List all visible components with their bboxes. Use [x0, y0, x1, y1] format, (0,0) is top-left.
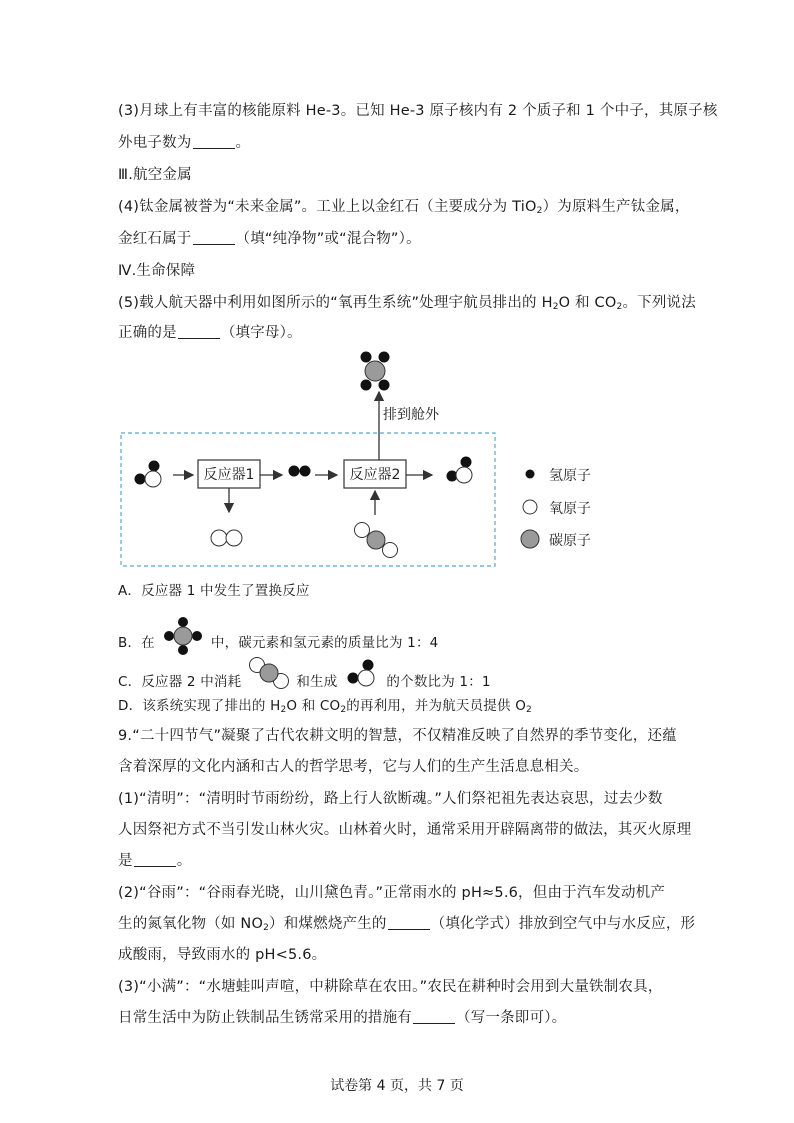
water-molecule-icon [447, 457, 473, 484]
reactor-2-label: 反应器2 [349, 467, 401, 483]
hydrogen-atom-icon [526, 470, 535, 479]
oxygen-molecule-icon [211, 530, 242, 546]
q9-intro-line1: 9.“二十四节气”凝聚了古代农耕文明的智慧，不仅精准反映了自然界的季节变化，还蕴 [118, 728, 677, 744]
q8-part5-line1: (5)载人航天器中利用如图所示的“氧再生系统”处理宇航员排出的 $H_2O$ 和 $CO_2$。下列说法 [118, 295, 696, 312]
option-b: B．在 中，碳元素和氢元素的质量比为 1：4 [118, 630, 438, 656]
q9-part3-line1: (3)“小满”：“水塘蛙叫声喧，中耕除草在农田。”农民在耕种时会用到大量铁制农具， [118, 979, 663, 995]
q9-part1-line3: 是 。 [118, 853, 192, 869]
reactor-1-label: 反应器1 [203, 467, 255, 483]
q9-part2-line3: 成酸雨，导致雨水的 pH<5.6。 [118, 947, 327, 963]
q9-part1-line2: 人因祭祀方式不当引发山林火灾。山林着火时，通常采用开辟隔离带的做法，其灭火原理 [118, 822, 692, 838]
q9-part3-line2: 日常生活中为防止铁制品生锈常采用的措施有 （写一条即可）。 [118, 1010, 567, 1026]
page-footer: 试卷第 4 页，共 7 页 [330, 1078, 464, 1094]
carbon-atom-icon [521, 530, 539, 548]
q8-part4-line2: 金红石属于 （填“纯净物”或“混合物”）。 [118, 231, 421, 247]
section-title-aviation-metal: Ⅲ.航空金属 [118, 167, 192, 183]
methane-molecule-icon [361, 352, 390, 391]
q9-part2-line1: (2)“谷雨”：“谷雨春光晓，山川黛色青。”正常雨水的 pH≈5.6，但由于汽车发动机产 [118, 885, 666, 901]
water-molecule-icon [344, 658, 380, 690]
legend-carbon: 碳原子 [549, 533, 591, 549]
system-boundary [121, 433, 495, 566]
exhaust-label: 排到舱外 [383, 407, 439, 423]
carbon-dioxide-molecule-icon [248, 656, 290, 690]
answer-blank[interactable] [388, 915, 430, 930]
answer-blank[interactable] [413, 1009, 455, 1024]
option-c: C．反应器 2 中消耗 和生成 的个数比为 1：1 [118, 672, 491, 692]
section-title-life-support: Ⅳ.生命保障 [118, 263, 196, 279]
hydrogen-molecule-icon [289, 466, 311, 477]
q9-intro-line2: 含着深厚的文化内涵和古人的哲学思考，它与人们的生产生活息息相关。 [118, 759, 589, 775]
water-molecule-icon [135, 461, 162, 488]
option-a: A．反应器 1 中发生了置换反应 [118, 583, 310, 599]
q8-part3-line1: (3)月球上有丰富的核能原料 He-3。已知 He-3 原子核内有 2 个质子和 1 个中子，其原子核 [118, 103, 718, 119]
q9-part2-line2: 生的氮氧化物（如 $NO_2$）和煤燃烧产生的 （填化学式）排放到空气中与水反应，形 [118, 916, 696, 933]
q9-part1-line1: (1)“清明”：“清明时节雨纷纷，路上行人欲断魂。”人们祭祀祖先表达哀思，过去少数 [118, 791, 663, 807]
legend-hydrogen: 氢原子 [549, 468, 591, 484]
legend-oxygen: 氧原子 [549, 501, 591, 517]
q8-part4-line1: (4)钛金属被誉为“未来金属”。工业上以金红石（主要成分为 TiO$_2$）为原料生产钛金属， [118, 199, 690, 216]
q8-part3-line2: 外电子数为 。 [118, 135, 251, 151]
oxygen-atom-icon [523, 500, 537, 514]
methane-molecule-icon [163, 616, 203, 656]
option-d: D．该系统实现了排出的 $H_2O$ 和 $CO_2$的再利用，并为航天员提供 $O_2$ [118, 698, 532, 715]
answer-blank[interactable] [134, 852, 176, 867]
carbon-dioxide-molecule-icon [355, 523, 398, 558]
q8-part5-line2: 正确的是 （填字母）。 [118, 325, 302, 341]
